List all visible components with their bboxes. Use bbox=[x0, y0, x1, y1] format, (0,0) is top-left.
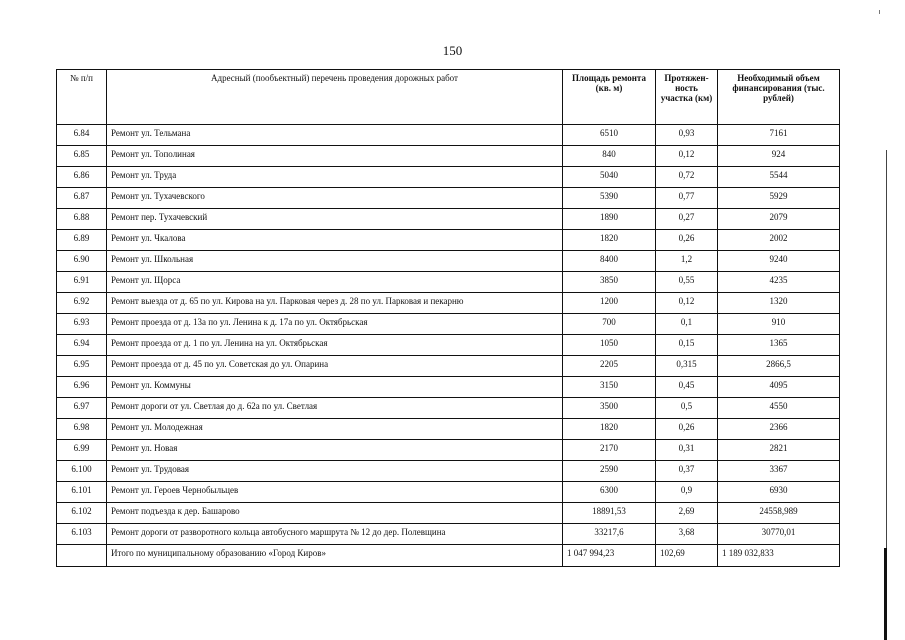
cell-funding: 3367 bbox=[718, 461, 840, 482]
cell-length: 2,69 bbox=[656, 503, 718, 524]
cell-funding: 1365 bbox=[718, 335, 840, 356]
cell-num: 6.101 bbox=[57, 482, 107, 503]
cell-funding: 5929 bbox=[718, 188, 840, 209]
cell-funding: 1320 bbox=[718, 293, 840, 314]
table-header-row bbox=[57, 70, 840, 125]
total-length: 102,69 bbox=[656, 545, 718, 567]
table-row bbox=[57, 188, 840, 209]
table-row bbox=[57, 251, 840, 272]
cell-address: Ремонт ул. Новая bbox=[107, 440, 563, 461]
cell-area: 2170 bbox=[563, 440, 656, 461]
cell-funding: 2002 bbox=[718, 230, 840, 251]
cell-num: 6.94 bbox=[57, 335, 107, 356]
cell-num: 6.85 bbox=[57, 146, 107, 167]
cell-funding: 910 bbox=[718, 314, 840, 335]
cell-num: 6.99 bbox=[57, 440, 107, 461]
page-number: 150 bbox=[442, 43, 463, 58]
cell-funding: 924 bbox=[718, 146, 840, 167]
cell-funding: 2866,5 bbox=[718, 356, 840, 377]
cell-address: Ремонт ул. Коммуны bbox=[107, 377, 563, 398]
cell-funding: 9240 bbox=[718, 251, 840, 272]
cell-address: Ремонт ул. Тельмана bbox=[107, 125, 563, 146]
cell-area: 3500 bbox=[563, 398, 656, 419]
cell-area: 33217,6 bbox=[563, 524, 656, 545]
cell-address: Ремонт ул. Молодежная bbox=[107, 419, 563, 440]
cell-num: 6.88 bbox=[57, 209, 107, 230]
cell-address: Ремонт ул. Трудовая bbox=[107, 461, 563, 482]
header-funding: Необходимый объем финансирования (тыс. рублей) bbox=[718, 70, 840, 125]
cell-length: 0,72 bbox=[656, 167, 718, 188]
table-row bbox=[57, 482, 840, 503]
cell-address: Ремонт ул. Школьная bbox=[107, 251, 563, 272]
cell-num: 6.93 bbox=[57, 314, 107, 335]
table-row bbox=[57, 503, 840, 524]
table-row bbox=[57, 398, 840, 419]
cell-length: 0,5 bbox=[656, 398, 718, 419]
margin-line-thick bbox=[884, 548, 887, 640]
table-body bbox=[57, 125, 840, 545]
cell-length: 0,12 bbox=[656, 293, 718, 314]
cell-num: 6.95 bbox=[57, 356, 107, 377]
cell-num: 6.97 bbox=[57, 398, 107, 419]
cell-area: 840 bbox=[563, 146, 656, 167]
cell-num: 6.100 bbox=[57, 461, 107, 482]
cell-address: Ремонт ул. Щорса bbox=[107, 272, 563, 293]
cell-num: 6.89 bbox=[57, 230, 107, 251]
cell-area: 1820 bbox=[563, 230, 656, 251]
header-length: Протяжен-ность участка (км) bbox=[656, 70, 718, 125]
cell-address: Ремонт ул. Героев Чернобыльцев bbox=[107, 482, 563, 503]
table-row bbox=[57, 440, 840, 461]
table-row bbox=[57, 524, 840, 545]
cell-length: 0,15 bbox=[656, 335, 718, 356]
table-row bbox=[57, 314, 840, 335]
cell-area: 18891,53 bbox=[563, 503, 656, 524]
cell-funding: 4550 bbox=[718, 398, 840, 419]
cell-num: 6.103 bbox=[57, 524, 107, 545]
cell-num: 6.96 bbox=[57, 377, 107, 398]
cell-num: 6.102 bbox=[57, 503, 107, 524]
cell-length: 0,27 bbox=[656, 209, 718, 230]
cell-length: 1,2 bbox=[656, 251, 718, 272]
cell-funding: 6930 bbox=[718, 482, 840, 503]
cell-area: 700 bbox=[563, 314, 656, 335]
header-address: Адресный (пообъектный) перечень проведения дорожных работ bbox=[107, 70, 563, 125]
cell-length: 0,31 bbox=[656, 440, 718, 461]
cell-num: 6.90 bbox=[57, 251, 107, 272]
total-row bbox=[57, 545, 840, 567]
cell-funding: 2079 bbox=[718, 209, 840, 230]
table-row bbox=[57, 293, 840, 314]
cell-area: 1820 bbox=[563, 419, 656, 440]
cell-address: Ремонт ул. Тухачевского bbox=[107, 188, 563, 209]
cell-length: 0,26 bbox=[656, 230, 718, 251]
cell-num: 6.84 bbox=[57, 125, 107, 146]
cell-area: 1050 bbox=[563, 335, 656, 356]
table-row bbox=[57, 356, 840, 377]
cell-funding: 2821 bbox=[718, 440, 840, 461]
table-row bbox=[57, 419, 840, 440]
cell-address: Ремонт дороги от ул. Светлая до д. 62а по ул. Светлая bbox=[107, 398, 563, 419]
cell-length: 0,1 bbox=[656, 314, 718, 335]
cell-area: 6510 bbox=[563, 125, 656, 146]
table-row bbox=[57, 461, 840, 482]
cell-length: 3,68 bbox=[656, 524, 718, 545]
cell-area: 6300 bbox=[563, 482, 656, 503]
cell-address: Ремонт пер. Тухачевский bbox=[107, 209, 563, 230]
cell-length: 0,55 bbox=[656, 272, 718, 293]
cell-address: Ремонт проезда от д. 45 по ул. Советская до ул. Опарина bbox=[107, 356, 563, 377]
total-funding: 1 189 032,833 bbox=[718, 545, 840, 567]
margin-line bbox=[886, 150, 887, 550]
table-row bbox=[57, 146, 840, 167]
cell-length: 0,45 bbox=[656, 377, 718, 398]
header-area: Площадь ремонта (кв. м) bbox=[563, 70, 656, 125]
table-row bbox=[57, 209, 840, 230]
table-row bbox=[57, 230, 840, 251]
cell-area: 3150 bbox=[563, 377, 656, 398]
cell-area: 2590 bbox=[563, 461, 656, 482]
cell-funding: 4235 bbox=[718, 272, 840, 293]
cell-num: 6.92 bbox=[57, 293, 107, 314]
table-row bbox=[57, 272, 840, 293]
cell-address: Ремонт дороги от разворотного кольца автобусного маршрута № 12 до дер. Полевщина bbox=[107, 524, 563, 545]
cell-length: 0,12 bbox=[656, 146, 718, 167]
cell-area: 5390 bbox=[563, 188, 656, 209]
table-row bbox=[57, 167, 840, 188]
cell-address: Ремонт подъезда к дер. Башарово bbox=[107, 503, 563, 524]
cell-length: 0,26 bbox=[656, 419, 718, 440]
cell-address: Ремонт выезда от д. 65 по ул. Кирова на ул. Парковая через д. 28 по ул. Парковая и пекарню bbox=[107, 293, 563, 314]
header-num: № п/п bbox=[57, 70, 107, 125]
total-area: 1 047 994,23 bbox=[563, 545, 656, 567]
table-row bbox=[57, 377, 840, 398]
total-num bbox=[57, 545, 107, 567]
road-works-table bbox=[56, 69, 840, 567]
cell-area: 3850 bbox=[563, 272, 656, 293]
cell-length: 0,315 bbox=[656, 356, 718, 377]
cell-address: Ремонт проезда от д. 1 по ул. Ленина на ул. Октябрьская bbox=[107, 335, 563, 356]
cell-area: 1200 bbox=[563, 293, 656, 314]
cell-length: 0,77 bbox=[656, 188, 718, 209]
cell-funding: 30770,01 bbox=[718, 524, 840, 545]
cell-num: 6.98 bbox=[57, 419, 107, 440]
cell-funding: 5544 bbox=[718, 167, 840, 188]
cell-funding: 4095 bbox=[718, 377, 840, 398]
cell-funding: 2366 bbox=[718, 419, 840, 440]
cell-length: 0,37 bbox=[656, 461, 718, 482]
cell-address: Ремонт проезда от д. 13а по ул. Ленина к д. 17а по ул. Октябрьская bbox=[107, 314, 563, 335]
cell-funding: 24558,989 bbox=[718, 503, 840, 524]
cell-num: 6.91 bbox=[57, 272, 107, 293]
cell-num: 6.87 bbox=[57, 188, 107, 209]
cell-area: 1890 bbox=[563, 209, 656, 230]
cell-address: Ремонт ул. Чкалова bbox=[107, 230, 563, 251]
cell-num: 6.86 bbox=[57, 167, 107, 188]
cell-address: Ремонт ул. Труда bbox=[107, 167, 563, 188]
cell-address: Ремонт ул. Тополиная bbox=[107, 146, 563, 167]
table-row bbox=[57, 335, 840, 356]
cell-length: 0,9 bbox=[656, 482, 718, 503]
cell-area: 5040 bbox=[563, 167, 656, 188]
cell-area: 8400 bbox=[563, 251, 656, 272]
total-label: Итого по муниципальному образованию «Город Киров» bbox=[107, 545, 563, 567]
cell-area: 2205 bbox=[563, 356, 656, 377]
table-row bbox=[57, 125, 840, 146]
scan-artifact-mark bbox=[879, 10, 880, 14]
cell-length: 0,93 bbox=[656, 125, 718, 146]
cell-funding: 7161 bbox=[718, 125, 840, 146]
